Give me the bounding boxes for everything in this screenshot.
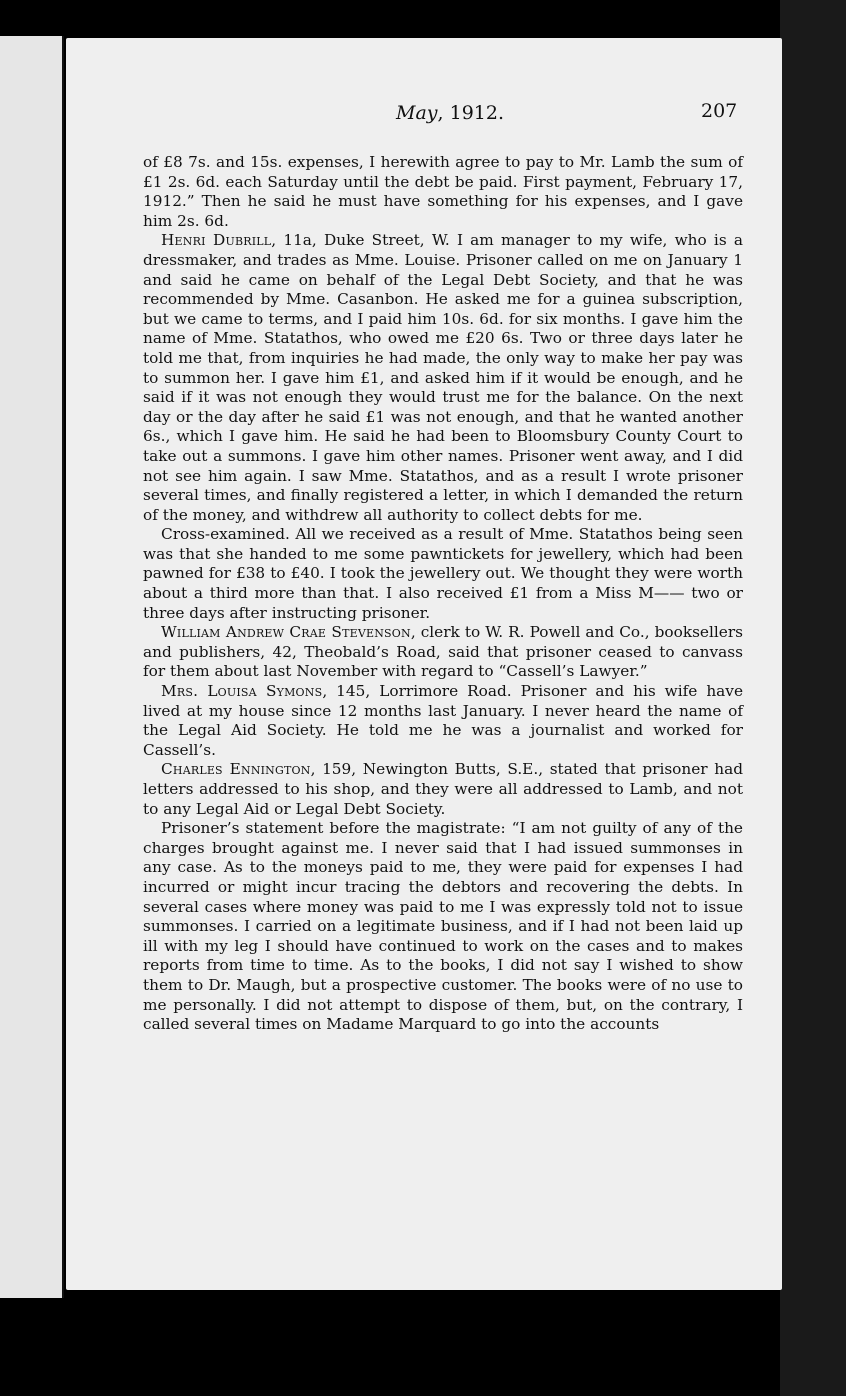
paragraph-text: Cross-examined. All we received as a result of Mme. Statathos being seen was that she handed to me some pawntickets for jewellery, which had been pawned for £38 to £40. I took the jewellery out. We thought they were worth about a third more than that. I also received £1 from a Miss M—— two or three days after instructing prisoner. xyxy=(143,525,743,622)
paragraph xyxy=(143,760,743,819)
running-head xyxy=(396,102,504,124)
body-text xyxy=(143,153,743,1035)
paragraph xyxy=(143,623,743,682)
page-header xyxy=(66,102,782,132)
paragraph-text: , 159, Newington Butts, S.E., stated that prisoner had letters addressed to his shop, and they were all addressed to Lamb, and not to any Legal Aid or Legal Debt Society. xyxy=(143,760,743,818)
book-binding-shadow xyxy=(780,0,846,1396)
book-page xyxy=(66,38,782,1290)
paragraph-text: Prisoner’s statement before the magistrate: “I am not guilty of any of the charges brought against me. I never said that I had issued summonses in any case. As to the moneys paid to me, they were paid for expenses I had incurred or might incur tracing the debtors and recovering the debts. In several cases where money was paid to me I was expressly told not to issue summonses. I carried on a legitimate business, and if I had not been laid up ill with my leg I should have continued to work on the cases and to makes reports from time to time. As to the books, I did not say I wished to show them to Dr. Maugh, but a prospective customer. The books were of no use to me personally. I did not attempt to dispose of them, but, on the contrary, I called several times on Madame Marquard to go into the accounts xyxy=(143,819,743,1034)
page-number: 207 xyxy=(701,100,738,122)
speaker-name: William Andrew Crae Stevenson xyxy=(161,623,411,642)
running-head-month: May xyxy=(396,102,438,124)
paragraph xyxy=(143,682,743,760)
paragraph xyxy=(143,525,743,623)
speaker-name: Mrs. Louisa Symons xyxy=(161,682,323,701)
speaker-name: Henri Dubrill xyxy=(161,231,272,250)
paragraph-text: , 145, Lorrimore Road. Prisoner and his wife have lived at my house since 12 months last January. I never heard the name of the Legal Aid Society. He told me he was a journalist and worked for Cassell’s. xyxy=(143,682,743,759)
running-head-year: , 1912. xyxy=(437,102,505,124)
speaker-name: Charles Ennington xyxy=(161,760,311,779)
paragraph xyxy=(143,231,743,525)
paragraph xyxy=(143,819,743,1035)
facing-page-edge xyxy=(0,36,64,1298)
paragraph-text: , clerk to W. R. Powell and Co., booksellers and publishers, 42, Theobald’s Road, said that prisoner ceased to canvass for them about last November with regard to “Cassell’s Lawyer.” xyxy=(143,623,743,681)
paragraph-text: of £8 7s. and 15s. expenses, I herewith agree to pay to Mr. Lamb the sum of £1 2s. 6d. each Saturday until the debt be paid. First payment, February 17, 1912.” Then he said he must have something for his expenses, and I gave him 2s. 6d. xyxy=(143,153,743,230)
paragraph-text: , 11a, Duke Street, W. I am manager to my wife, who is a dressmaker, and trades as Mme. Louise. Prisoner called on me on January 1 and said he came on behalf of the Legal Debt Society, and that he was recommended by Mme. Casanbon. He asked me for a guinea subscription, but we came to terms, and I paid him 10s. 6d. for six months. I gave him the name of Mme. Statathos, who owed me £20 6s. Two or three days later he told me that, from inquiries he had made, the only way to make her pay was to summon her. I gave him £1, and asked him if it would be enough, and he said if it was not enough they would trust me for the balance. On the next day or the day after he said £1 was not enough, and that he wanted another 6s., which I gave him. He said he had been to Bloomsbury County Court to take out a summons. I gave him other names. Prisoner went away, and I did not see him again. I saw Mme. Statathos, and as a result I wrote prisoner several times, and finally registered a letter, in which I demanded the return of the money, and withdrew all authority to collect debts for me. xyxy=(143,231,743,524)
paragraph xyxy=(143,153,743,231)
